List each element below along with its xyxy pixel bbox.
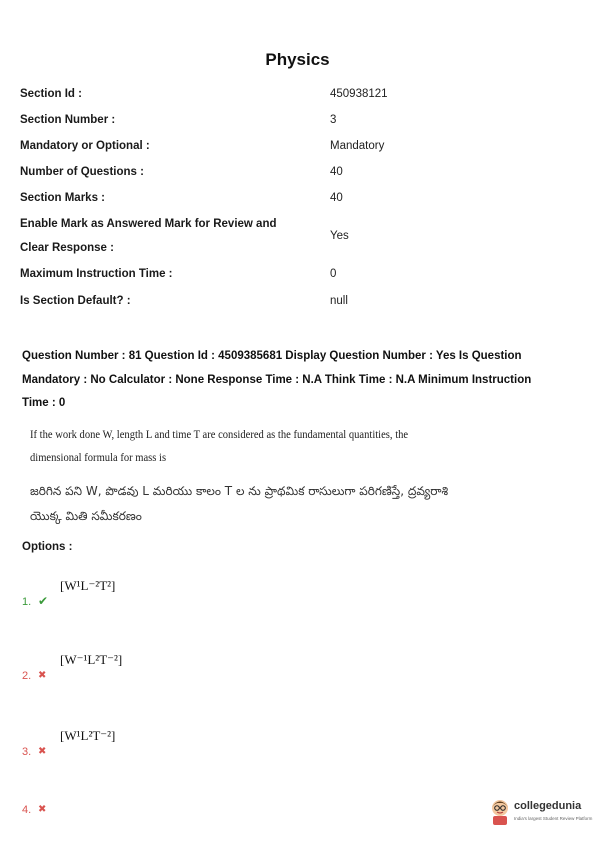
option-3 <box>22 728 222 768</box>
option-1 <box>22 578 222 618</box>
option-formula: [W¹L²T⁻²] <box>60 728 116 743</box>
info-value: Yes <box>330 230 349 242</box>
option-number: 4. <box>22 804 32 816</box>
option-4 <box>22 800 222 840</box>
info-label: Section Marks : <box>20 192 105 204</box>
info-label: Section Id : <box>20 88 82 100</box>
info-label: Mandatory or Optional : <box>20 140 150 152</box>
option-2 <box>22 652 222 692</box>
info-label: Maximum Instruction Time : <box>20 268 173 280</box>
logo-tagline: India's largest Student Review Platform <box>514 816 593 821</box>
question-text-line: జరిగిన పని W, పొడవు L మరియు కాలం T ల ను ప్రాథమిక రాసులుగా పరిగణిస్తే, ద్రవ్యరాశి <box>30 484 449 498</box>
option-number: 3. <box>22 746 32 758</box>
question-text-english <box>30 423 505 469</box>
question-text-telugu <box>30 479 550 529</box>
info-value: 3 <box>330 114 337 126</box>
question-header-line: Mandatory : No Calculator : None Response Time : N.A Think Time : N.A Minimum Instruction <box>22 373 532 386</box>
info-label: Number of Questions : <box>20 166 144 178</box>
check-icon: ✔ <box>38 594 49 608</box>
cross-icon: ✖ <box>38 804 47 815</box>
info-value: null <box>330 295 348 307</box>
logo-name: collegedunia <box>514 800 582 812</box>
question-header-line: Question Number : 81 Question Id : 4509385681 Display Question Number : Yes Is Question <box>22 350 522 362</box>
info-label: Enable Mark as Answered Mark for Review and <box>20 218 277 230</box>
info-value: 450938121 <box>330 88 388 100</box>
info-value: 40 <box>330 192 343 204</box>
question-text-line: If the work done W, length L and time T are considered as the fundamental quantities, the <box>30 427 409 441</box>
options-label: Options : <box>22 541 73 553</box>
info-value: Mandatory <box>330 140 385 152</box>
collegedunia-logo <box>488 796 593 832</box>
mascot-icon <box>488 798 512 826</box>
cross-icon: ✖ <box>38 670 47 681</box>
option-number: 2. <box>22 670 32 682</box>
option-number: 1. <box>22 596 32 608</box>
page-title: Physics <box>265 50 330 69</box>
info-value: 40 <box>330 166 343 178</box>
question-text-line: dimensional formula for mass is <box>30 450 167 464</box>
info-label: Is Section Default? : <box>20 295 131 307</box>
option-formula: [W¹L⁻²T²] <box>60 578 116 593</box>
info-label: Section Number : <box>20 114 116 126</box>
question-header-line: Time : 0 <box>22 397 66 409</box>
option-formula: [W⁻¹L²T⁻²] <box>60 652 123 667</box>
info-value: 0 <box>330 268 337 280</box>
question-header <box>22 345 582 416</box>
question-text-line: యొక్క మితి సమీకరణం <box>30 509 142 523</box>
info-label: Clear Response : <box>20 242 114 254</box>
cross-icon: ✖ <box>38 746 47 757</box>
